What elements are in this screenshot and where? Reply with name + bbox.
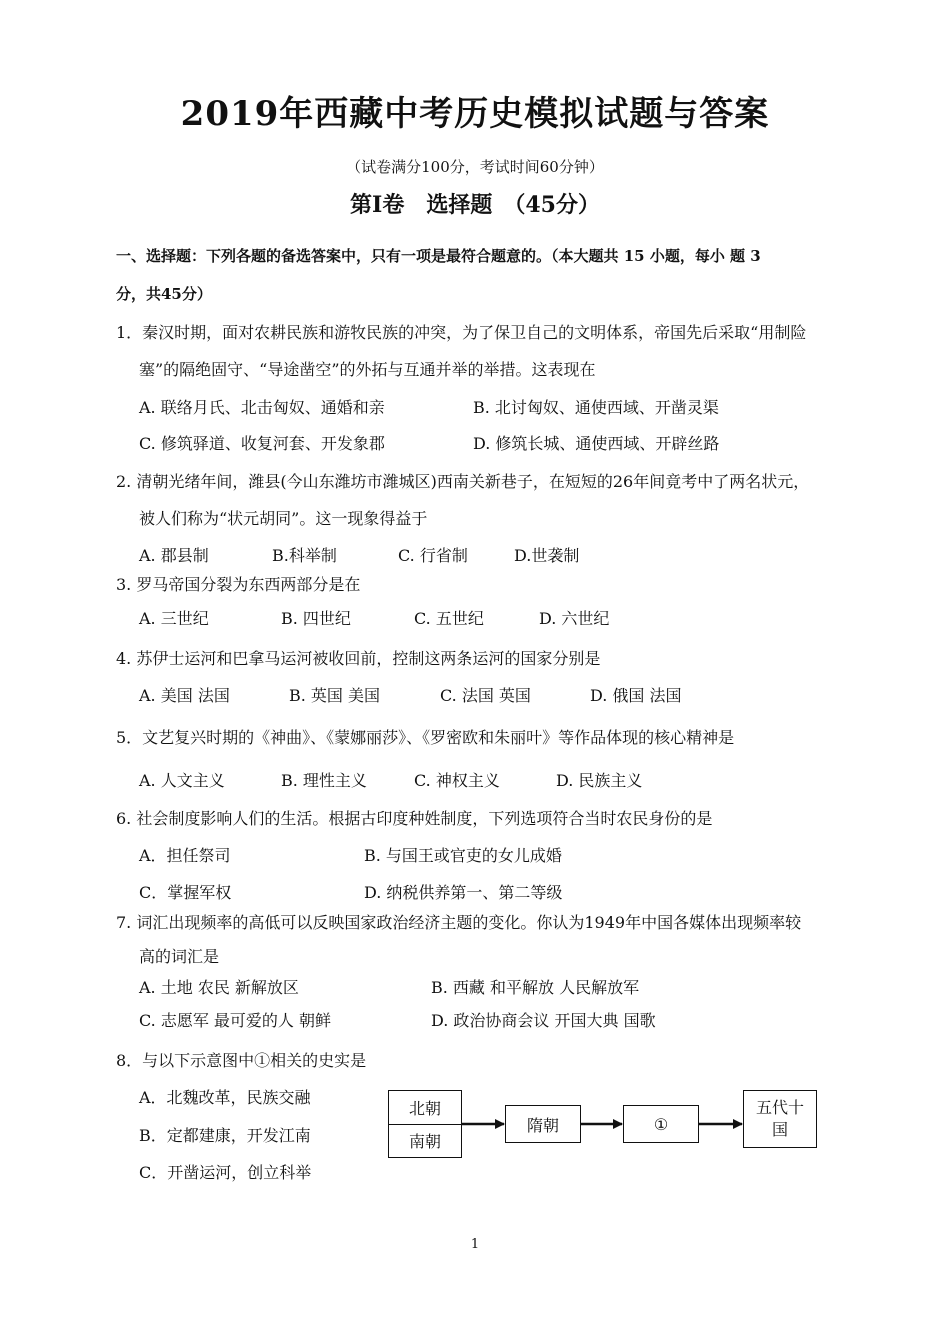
question-4-option-b: B. 英国 美国: [289, 686, 381, 705]
question-7-option-d: D. 政治协商会议 开国大典 国歌: [431, 1011, 656, 1030]
diagram-box-north: 北朝: [389, 1091, 461, 1125]
question-1-line1: 1．秦汉时期，面对农耕民族和游牧民族的冲突，为了保卫自己的文明体系，帝国先后采取“用制险: [116, 323, 807, 342]
question-4-line1: 4. 苏伊士运河和巴拿马运河被收回前，控制这两条运河的国家分别是: [116, 649, 601, 668]
question-3-option-c: C. 五世纪: [414, 609, 484, 628]
question-8-option-b: B．定都建康，开发江南: [139, 1126, 311, 1145]
diagram-box-five-dynasties: 五代十国: [743, 1090, 817, 1148]
question-5-option-b: B. 理性主义: [281, 771, 367, 790]
question-3-option-a: A. 三世纪: [139, 609, 209, 628]
question-4-option-a: A. 美国 法国: [139, 686, 230, 705]
question-2-option-b: B.科举制: [272, 546, 337, 565]
question-7-option-b: B. 西藏 和平解放 人民解放军: [431, 978, 640, 997]
question-1-option-a: A. 联络月氏、北击匈奴、通婚和亲: [139, 398, 385, 417]
question-3-line1: 3. 罗马帝国分裂为东西两部分是在: [116, 575, 361, 594]
question-1-line2: 塞”的隔绝固守、“导途凿空”的外拓与互通并举的举措。这表现在: [139, 360, 596, 379]
exam-info: （试卷满分100分，考试时间60分钟）: [346, 158, 604, 176]
question-8-option-a: A．北魏改革，民族交融: [139, 1088, 311, 1107]
question-5-line1: 5．文艺复兴时期的《神曲》、《蒙娜丽莎》、《罗密欧和朱丽叶》等作品体现的核心精神是: [116, 728, 735, 747]
question-5-option-d: D. 民族主义: [556, 771, 643, 790]
question-5-option-c: C. 神权主义: [414, 771, 500, 790]
question-6-option-b: B. 与国王或官吏的女儿成婚: [364, 846, 562, 865]
question-2-option-c: C. 行省制: [398, 546, 468, 565]
question-7-line2: 高的词汇是: [139, 947, 220, 966]
question-8-option-c: C．开凿运河，创立科举: [139, 1163, 312, 1182]
diagram-box-circle-one: ①: [623, 1105, 699, 1143]
question-6-option-d: D. 纳税供养第一、第二等级: [364, 883, 563, 902]
page-number: 1: [470, 1237, 480, 1252]
section-heading: 第Ⅰ卷 选择题 （45分）: [350, 192, 600, 218]
question-6-option-c: C．掌握军权: [139, 883, 232, 902]
question-4-option-c: C. 法国 英国: [440, 686, 531, 705]
question-7-line1: 7. 词汇出现频率的高低可以反映国家政治经济主题的变化。你认为1949年中国各媒体出现频率较: [116, 913, 802, 932]
question-3-option-b: B. 四世纪: [281, 609, 351, 628]
question-4-option-d: D. 俄国 法国: [590, 686, 682, 705]
question-6-option-a: A．担任祭司: [139, 846, 231, 865]
question-8-line1: 8．与以下示意图中①相关的史实是: [116, 1051, 367, 1070]
question-2-line2: 被人们称为“状元胡同”。这一现象得益于: [139, 509, 428, 528]
question-1-option-c: C. 修筑驿道、收复河套、开发象郡: [139, 434, 385, 453]
question-5-option-a: A. 人文主义: [139, 771, 225, 790]
question-1-option-b: B. 北讨匈奴、通使西域、开凿灵渠: [473, 398, 719, 417]
page-title: 2019年西藏中考历史模拟试题与答案: [180, 94, 770, 134]
question-1-option-d: D. 修筑长城、通使西域、开辟丝路: [473, 434, 720, 453]
instructions-line2: 分，共45分）: [116, 285, 212, 303]
question-2-option-d: D.世袭制: [514, 546, 580, 565]
question-3-option-d: D. 六世纪: [539, 609, 610, 628]
question-2-line1: 2. 清朝光绪年间，潍县(今山东潍坊市潍城区)西南关新巷子，在短短的26年间竟考中了两名状元，: [116, 472, 810, 491]
question-7-option-c: C. 志愿军 最可爱的人 朝鲜: [139, 1011, 332, 1030]
diagram-box-sui: 隋朝: [505, 1105, 581, 1143]
question-6-line1: 6. 社会制度影响人们的生活。根据古印度种姓制度，下列选项符合当时农民身份的是: [116, 809, 713, 828]
question-2-option-a: A. 郡县制: [139, 546, 209, 565]
instructions-line1: 一、选择题：下列各题的备选答案中，只有一项是最符合题意的。（本大题共 15 小题，每小 题 3: [116, 247, 761, 265]
question-7-option-a: A. 土地 农民 新解放区: [139, 978, 299, 997]
diagram-box-south: 南朝: [408, 1132, 441, 1152]
